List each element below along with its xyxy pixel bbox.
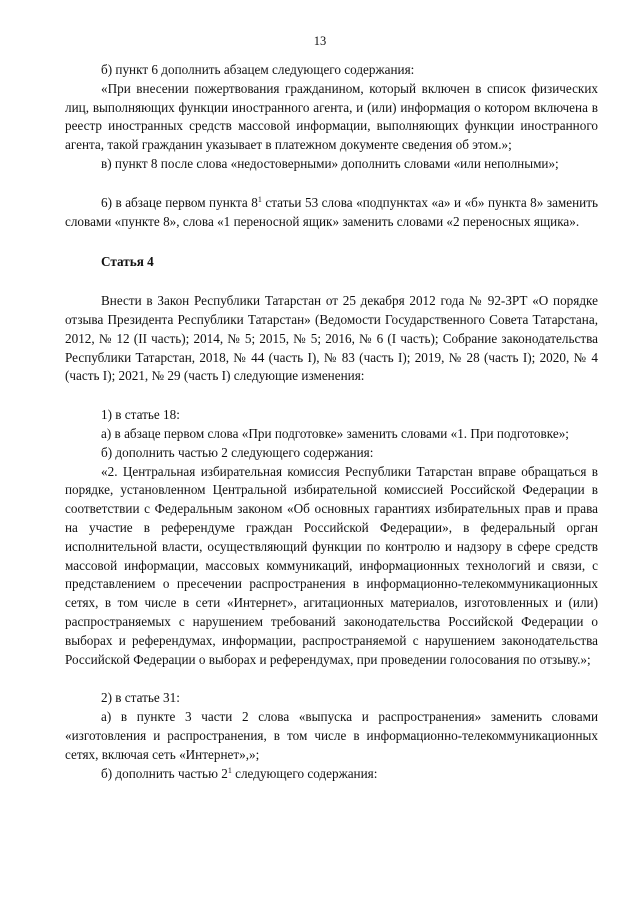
paragraph: б) пункт 6 дополнить абзацем следующего содержания: <box>101 62 415 77</box>
paragraph: б) дополнить частью $2^1$ следующего содержания: <box>101 765 378 781</box>
paragraph: а) в пункте 3 части 2 слова «выпуска и распространения» заменить словами «изготовления и распространения, в том числе в информационно-телекоммуникационных сетях, включая сеть «Интернет»,»; <box>65 709 598 762</box>
paragraph: 1) в статье 18: <box>101 407 180 423</box>
paragraph: 2) в статье 31: <box>101 690 180 706</box>
paragraph: в) пункт 8 после слова «недостоверными» дополнить словами «или неполными»; <box>101 155 559 171</box>
page-number: 13 <box>313 34 327 48</box>
paragraph: «При внесении пожертвования гражданином, который включен в список физических лиц, выполняющих функции иностранного агента, и (или) информация о котором включена в реестр иностранных средств массовой информации, выполняющих функции иностранного агента, такой гражданин указывает в платежном документе сведения об этом.»; <box>65 80 598 153</box>
paragraph: 6) в абзаце первом пункта $8^1$ статьи 53 слова «подпунктах «а» и «б» пункта 8» заменить словами «пункте 8», слова «1 переносной ящик» заменить словами «2 переносных ящика». <box>65 194 599 229</box>
paragraph: Внести в Закон Республики Татарстан от 25 декабря 2012 года № 92-ЗРТ «О порядке отзыва Президента Республики Татарстан» (Ведомости Государственного Совета Татарстана, 2012, № 12 (II часть); 2014, № 5; 2015, № 5; 2016, № 6 (I часть); Собрание законодательства Республики Татарстан, 2018, № 44 (часть I), № 83 (часть I); 2019, № 28 (часть I); 2020, № 4 (часть I); 2021, № 29 (часть I) следующие изменения: <box>65 293 598 384</box>
paragraph: «2. Центральная избирательная комиссия Республики Татарстан вправе обращаться в порядке, установленном Центральной избирательной комиссией Российской Федерации в соответствии с Федеральным законом «Об основных гарантиях избирательных прав и права на участие в референдуме граждан Российской Федерации», в федеральный орган исполнительной власти, осуществляющий функции по контролю и надзору в сфере средств массовой информации, массовых коммуникаций, информационных технологий и связи, с представлением о пресечении распространения в информационно-телекоммуникационных сетях, в том числе в сети «Интернет», агитационных материалов, изготовленных и (или) распространяемых с нарушением требований законодательства Российской Федерации о выборах и референдумах, информации, распространяемой с нарушением законодательства Российской Федерации о выборах и референдумах, при проведении голосования по отзыву.»; <box>65 463 598 667</box>
article-heading: Статья 4 <box>101 254 154 270</box>
paragraph: б) дополнить частью 2 следующего содержания: <box>101 444 374 460</box>
document-body <box>65 61 598 783</box>
superscript: 1 <box>257 194 262 204</box>
paragraph: а) в абзаце первом слова «При подготовке» заменить словами «1. При подготовке»; <box>101 425 569 441</box>
superscript: 1 <box>227 765 232 775</box>
